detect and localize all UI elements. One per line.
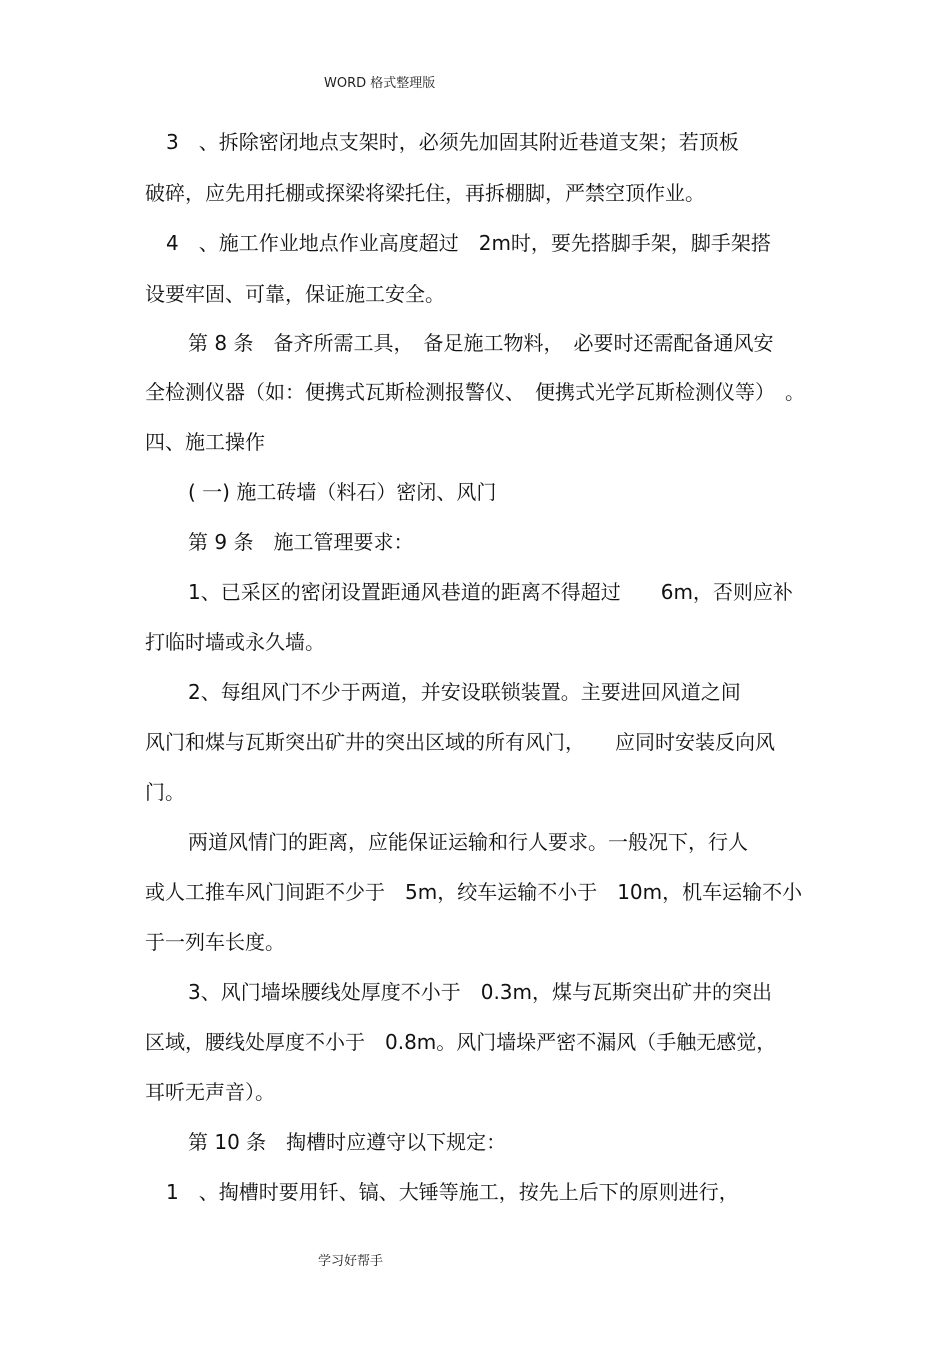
text-line: 打临时墙或永久墙。: [145, 630, 325, 654]
text-line: 1、已采区的密闭设置距通风巷道的距离不得超过 6m，否则应补: [188, 580, 793, 604]
text-line: 两道风情门的距离，应能保证运输和行人要求。一般况下，行人: [188, 830, 748, 854]
text-line: 设要牢固、可靠，保证施工安全。: [145, 282, 445, 306]
text-line: 4 、施工作业地点作业高度超过 2m时，要先搭脚手架，脚手架搭: [166, 231, 771, 255]
text-line: 第 9 条 施工管理要求：: [188, 530, 414, 554]
section-heading: 四、施工操作: [145, 430, 265, 454]
text-line: 风门和煤与瓦斯突出矿井的突出区域的所有风门， 应同时安装反向风: [145, 730, 775, 754]
text-line: 于一列车长度。: [145, 930, 285, 954]
text-line: 或人工推车风门间距不少于 5m，绞车运输不小于 10m，机车运输不小: [145, 880, 803, 904]
text-line: 破碎，应先用托棚或探梁将梁托住，再拆棚脚，严禁空顶作业。: [145, 181, 705, 205]
page-footer: 学习好帮手: [318, 1254, 384, 1269]
subsection-heading: ( 一) 施工砖墙（料石）密闭、风门: [188, 480, 497, 504]
text-line: 全检测仪器（如：便携式瓦斯检测报警仪、 便携式光学瓦斯检测仪等） 。: [145, 380, 805, 404]
text-line: 第 8 条 备齐所需工具， 备足施工物料， 必要时还需配备通风安: [188, 331, 774, 355]
text-line: 1 、掏槽时要用钎、镐、大锤等施工，按先上后下的原则进行，: [166, 1180, 739, 1204]
text-line: 门。: [145, 780, 185, 804]
text-line: 第 10 条 掏槽时应遵守以下规定：: [188, 1130, 507, 1154]
text-line: 3 、拆除密闭地点支架时，必须先加固其附近巷道支架；若顶板: [166, 130, 739, 154]
text-line: 区域，腰线处厚度不小于 0.8m。风门墙垛严密不漏风（手触无感觉，: [145, 1030, 777, 1054]
text-line: 3、风门墙垛腰线处厚度不小于 0.3m，煤与瓦斯突出矿井的突出: [188, 980, 773, 1004]
text-line: 2、每组风门不少于两道，并安设联锁装置。主要进回风道之间: [188, 680, 741, 704]
page-header: WORD 格式整理版: [324, 76, 436, 91]
text-line: 耳听无声音）。: [145, 1080, 275, 1104]
